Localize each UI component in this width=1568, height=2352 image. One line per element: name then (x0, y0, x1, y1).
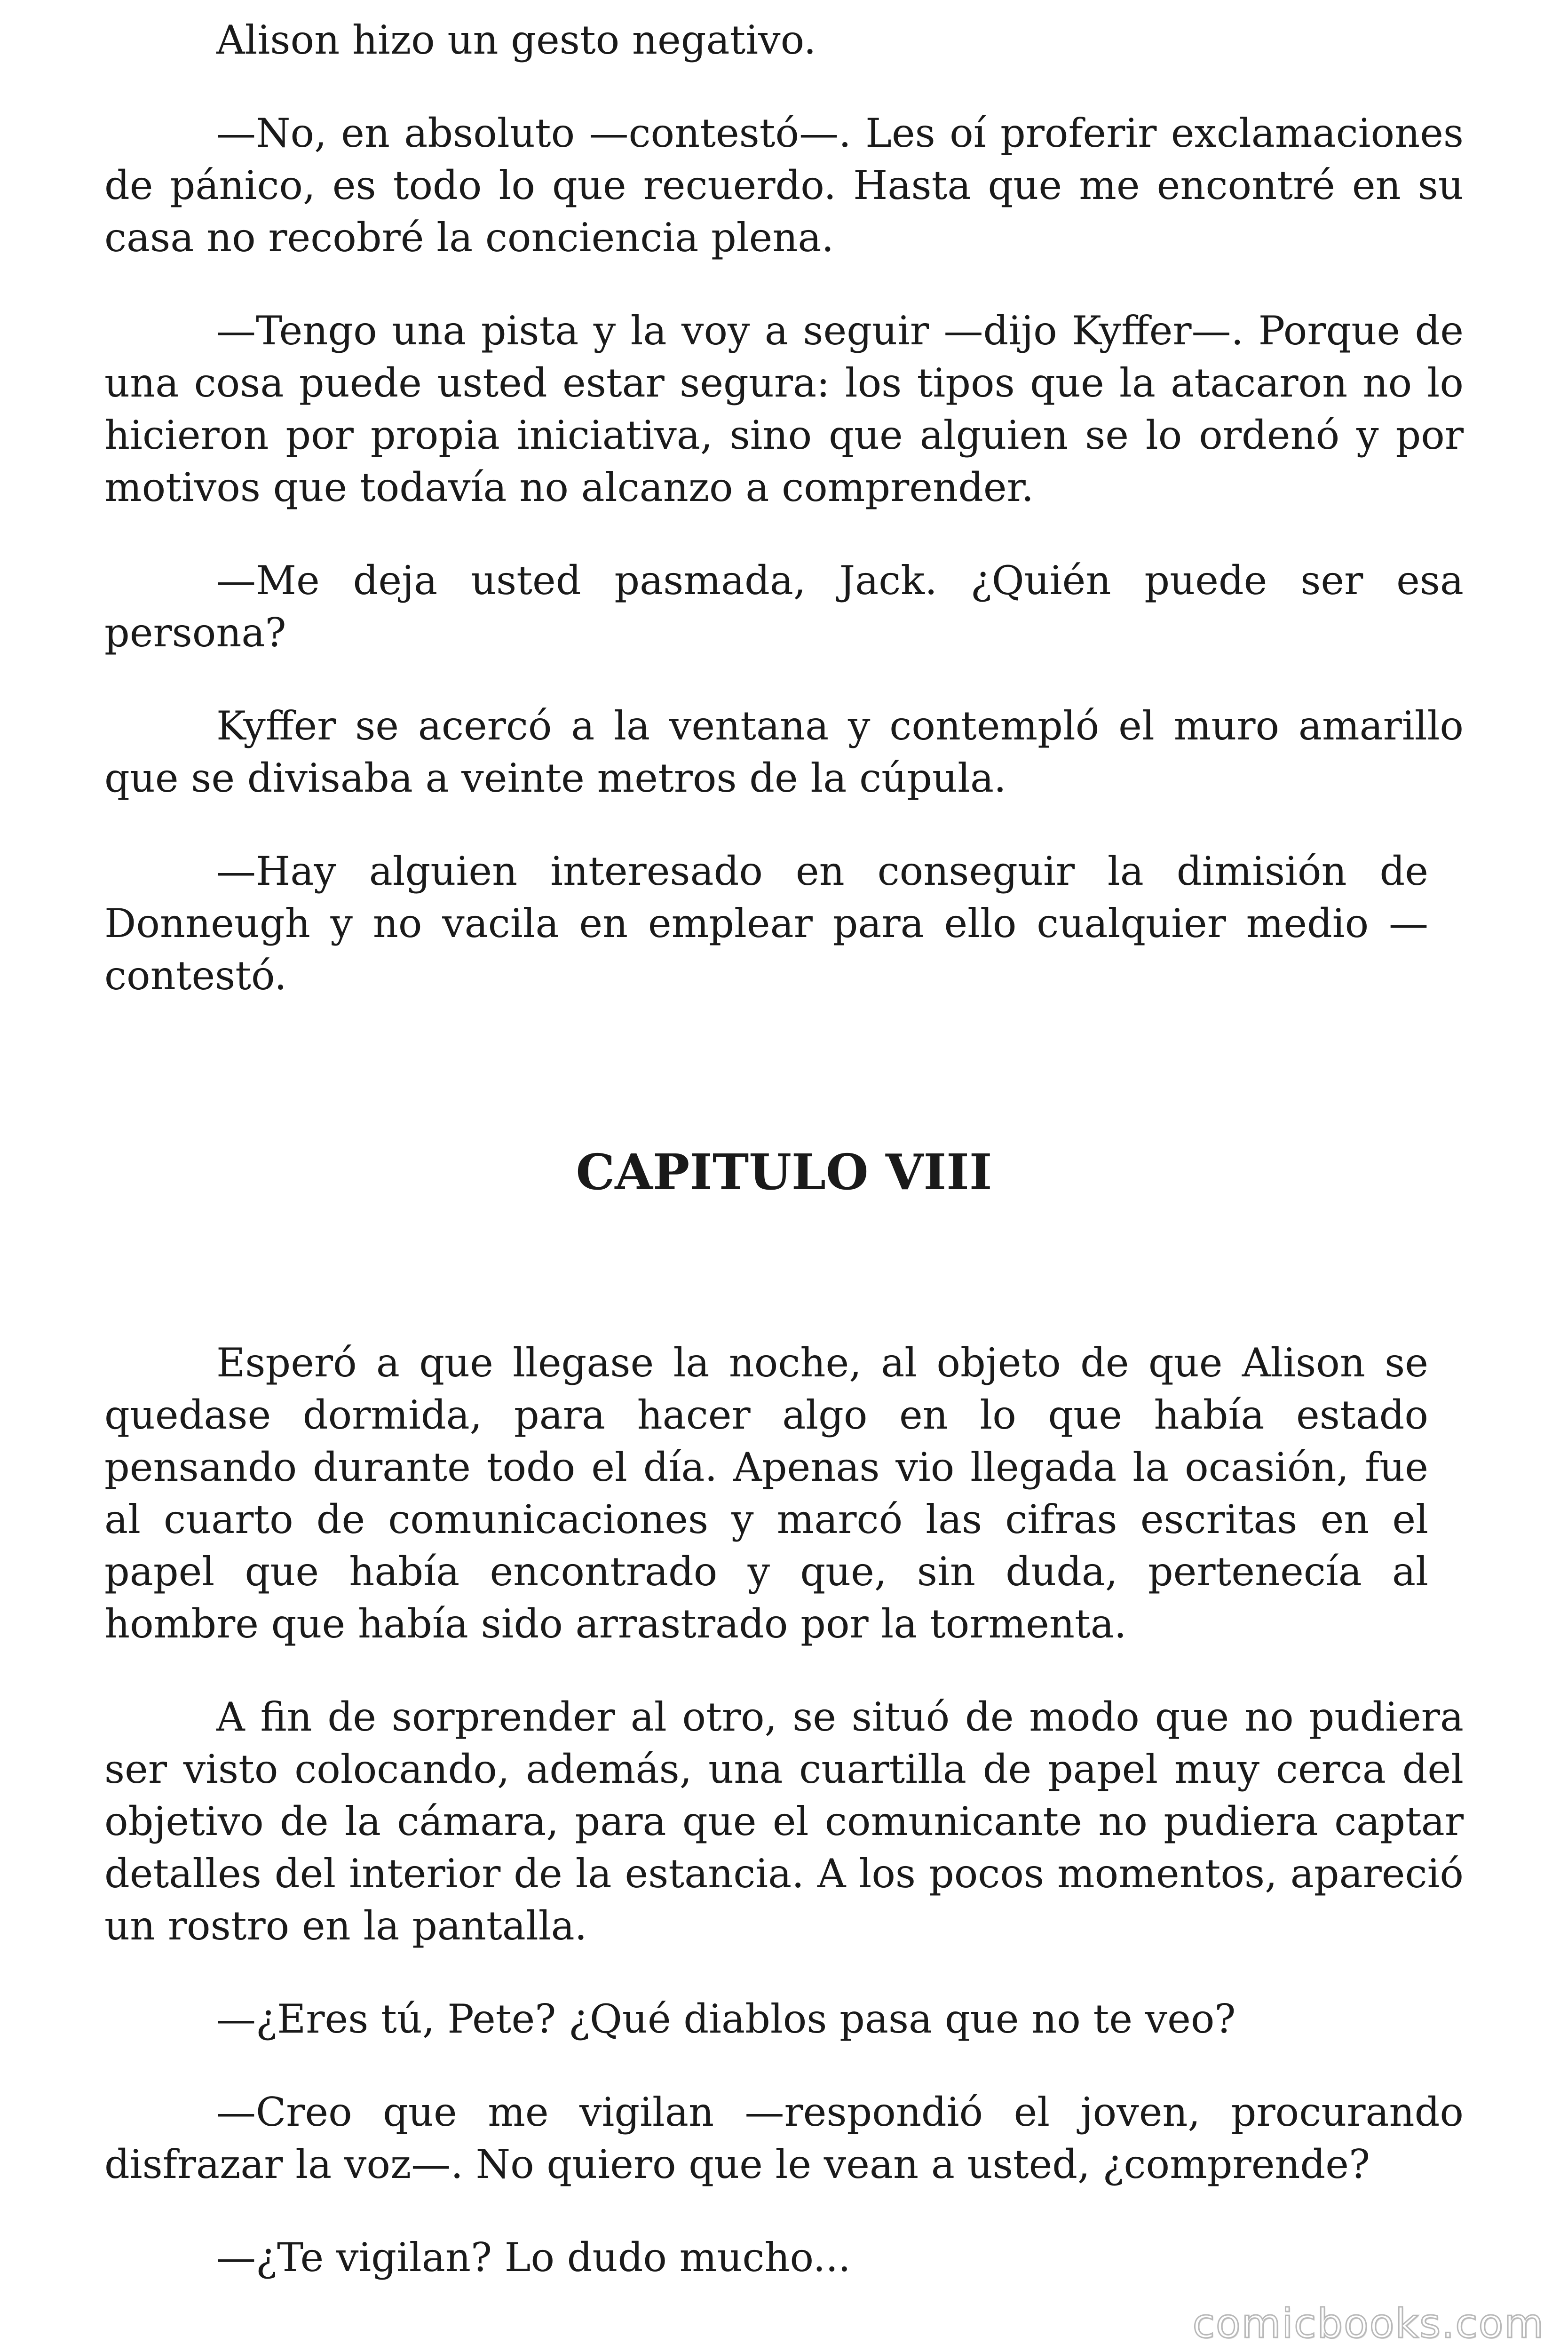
paragraph: —No, en absoluto —contestó—. Les oí proferir exclamaciones de pánico, es todo lo que recuerdo. Hasta que me encontré en su casa no recobré la conciencia plena. (104, 110, 1464, 261)
paragraph: Kyffer se acercó a la ventana y contempló el muro amarillo que se divisaba a veinte metros de la cúpula. (104, 703, 1464, 801)
chapter-heading: CAPITULO VIII (576, 1143, 992, 1201)
text-column (104, 14, 1464, 2325)
paragraph: —¿Eres tú, Pete? ¿Qué diablos pasa que no te veo? (216, 1996, 1236, 2042)
paragraph: A fin de sorprender al otro, se situó de modo que no pudiera ser visto colocando, además, una cuartilla de papel muy cerca del objetivo de la cámara, para que el comunicante no pudiera captar detalles del interior de la estancia. A los pocos momentos, apareció un rostro en la pantalla. (104, 1694, 1464, 1949)
paragraph: —Creo que me vigilan —respondió el joven, procurando disfrazar la voz—. No quiero que le vean a usted, ¿comprende? (104, 2089, 1464, 2187)
paragraph: —Me deja usted pasmada, Jack. ¿Quién puede ser esa persona? (104, 557, 1464, 656)
paragraph: —¿Te vigilan? Lo dudo mucho... (216, 2234, 851, 2280)
chapter-spacer (104, 1043, 1464, 1142)
paragraph: —Hay alguien interesado en conseguir la dimisión de Donneugh y no vacila en emplear para ello cualquier medio —contestó. (104, 848, 1428, 999)
paragraph: Esperó a que llegase la noche, al objeto de que Alison se quedase dormida, para hacer algo en lo que había estado pensando durante todo el día. Apenas vio llegada la ocasión, fue al cuarto de comunicaciones y marcó las cifras escritas en el papel que había encontrado y que, sin duda, pertenecía al hombre que había sido arrastrado por la tormenta. (104, 1340, 1428, 1647)
paragraph: Alison hizo un gesto negativo. (216, 17, 816, 63)
watermark-logo: comicbooks.com (1192, 2300, 1544, 2347)
chapter-spacer (104, 1203, 1464, 1337)
paragraph: —Tengo una pista y la voy a seguir —dijo Kyffer—. Porque de una cosa puede usted estar segura: los tipos que la atacaron no lo hicieron por propia iniciativa, sino que alguien se lo ordenó y por motivos que todavía no alcanzo a comprender. (104, 308, 1464, 510)
